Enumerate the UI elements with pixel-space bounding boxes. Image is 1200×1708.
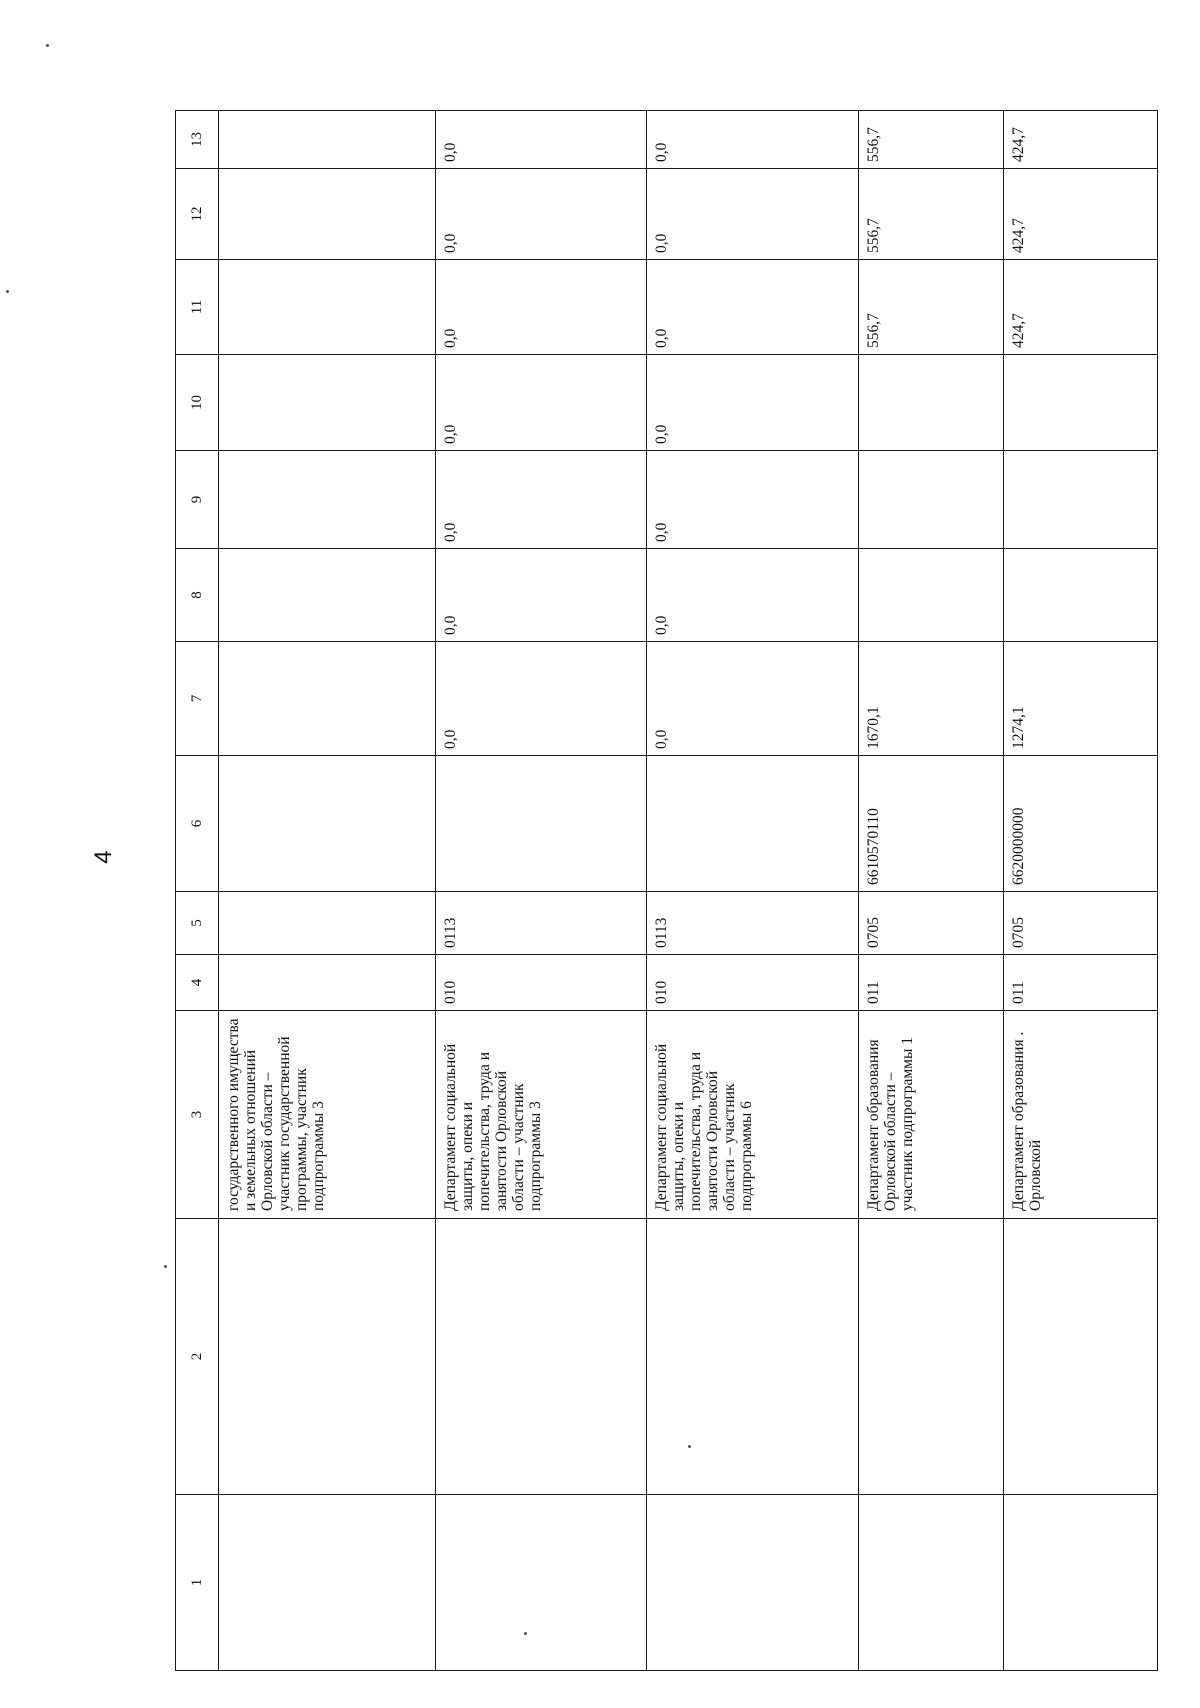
table-row: [647, 111, 859, 1671]
scan-speck: [6, 290, 9, 293]
cell-code-4: 011: [1004, 955, 1158, 1011]
cell-amount: 1274,1: [1004, 642, 1158, 756]
cell-amount: 0,0: [647, 549, 859, 642]
cell-responsible-executor: Департамент образования Орловской области – участник подпрограммы 1: [859, 1011, 1004, 1219]
cell-amount: 556,7: [859, 111, 1004, 169]
cell-amount: 424,7: [1004, 260, 1158, 355]
cell-responsible-executor: Департамент образования . Орловской: [1004, 1011, 1158, 1219]
cell-program-number: [219, 1495, 436, 1671]
cell-amount: 1670,1: [859, 642, 1004, 756]
cell-code-6: 6610570110: [859, 756, 1004, 892]
cell-amount: 0,0: [436, 111, 647, 169]
cell-amount: 0,0: [647, 111, 859, 169]
column-header: 1: [176, 1495, 219, 1671]
scan-speck: [46, 44, 49, 47]
cell-responsible-executor: Департамент социальной защиты, опеки и попечительства, труда и занятости Орловской области – участник подпрограммы 3: [436, 1011, 647, 1219]
cell-code-4: 010: [647, 955, 859, 1011]
cell-code-5: 0705: [859, 892, 1004, 955]
column-header: 10: [176, 355, 219, 451]
cell-amount: 424,7: [1004, 111, 1158, 169]
cell-amount: 0,0: [436, 451, 647, 549]
cell-amount: 0,0: [647, 451, 859, 549]
column-header: 9: [176, 451, 219, 549]
cell-code-6: [436, 756, 647, 892]
cell-amount: 0,0: [647, 169, 859, 260]
cell-amount: [1004, 451, 1158, 549]
cell-amount: [1004, 355, 1158, 451]
cell-amount: 0,0: [436, 260, 647, 355]
cell-responsible-executor: Департамент социальной защиты, опеки и попечительства, труда и занятости Орловской области – участник подпрограммы 6: [647, 1011, 859, 1219]
cell-amount: 424,7: [1004, 169, 1158, 260]
column-header: 7: [176, 642, 219, 756]
cell-program-name: [219, 1219, 436, 1495]
cell-code-4: [219, 955, 436, 1011]
column-header: 5: [176, 892, 219, 955]
cell-code-6: 6620000000: [1004, 756, 1158, 892]
cell-amount: [219, 111, 436, 169]
cell-program-number: [859, 1495, 1004, 1671]
cell-amount: [1004, 549, 1158, 642]
cell-amount: 0,0: [436, 549, 647, 642]
cell-amount: [859, 451, 1004, 549]
column-header: 2: [176, 1219, 219, 1495]
column-header: 4: [176, 955, 219, 1011]
column-header: 13: [176, 111, 219, 169]
table-row: [1004, 111, 1158, 1671]
column-header: 8: [176, 549, 219, 642]
cell-code-5: [219, 892, 436, 955]
cell-code-4: 011: [859, 955, 1004, 1011]
cell-code-4: 010: [436, 955, 647, 1011]
table-row: [859, 111, 1004, 1671]
budget-table: [175, 110, 1158, 1671]
cell-program-name: [859, 1219, 1004, 1495]
cell-amount: 0,0: [647, 355, 859, 451]
header-row: [176, 111, 219, 1671]
cell-code-6: [219, 756, 436, 892]
cell-amount: [219, 451, 436, 549]
cell-program-number: [647, 1495, 859, 1671]
cell-program-name: [436, 1219, 647, 1495]
cell-amount: 0,0: [436, 169, 647, 260]
cell-amount: 556,7: [859, 260, 1004, 355]
cell-amount: 0,0: [436, 642, 647, 756]
cell-amount: [219, 169, 436, 260]
cell-amount: 0,0: [647, 260, 859, 355]
cell-amount: 0,0: [436, 355, 647, 451]
cell-code-5: 0705: [1004, 892, 1158, 955]
table-row: [219, 111, 436, 1671]
page-number: 4: [90, 850, 117, 864]
cell-amount: [219, 355, 436, 451]
cell-responsible-executor: государственного имущества и земельных отношений Орловской области – участник государственной программы, участник подпрограммы 3: [219, 1011, 436, 1219]
cell-code-6: [647, 756, 859, 892]
cell-amount: [219, 549, 436, 642]
cell-amount: 556,7: [859, 169, 1004, 260]
cell-code-5: 0113: [647, 892, 859, 955]
scan-speck: [524, 1632, 527, 1635]
cell-program-number: [1004, 1495, 1158, 1671]
cell-amount: [219, 260, 436, 355]
cell-program-number: [436, 1495, 647, 1671]
cell-amount: 0,0: [647, 642, 859, 756]
scan-speck: [688, 1445, 691, 1448]
table-container: [175, 111, 1119, 1671]
column-header: 12: [176, 169, 219, 260]
cell-program-name: [1004, 1219, 1158, 1495]
column-header: 6: [176, 756, 219, 892]
cell-code-5: 0113: [436, 892, 647, 955]
cell-amount: [859, 549, 1004, 642]
table-row: [436, 111, 647, 1671]
column-header: 11: [176, 260, 219, 355]
scan-speck: [164, 1265, 167, 1268]
column-header: 3: [176, 1011, 219, 1219]
cell-program-name: [647, 1219, 859, 1495]
cell-amount: [859, 355, 1004, 451]
cell-amount: [219, 642, 436, 756]
